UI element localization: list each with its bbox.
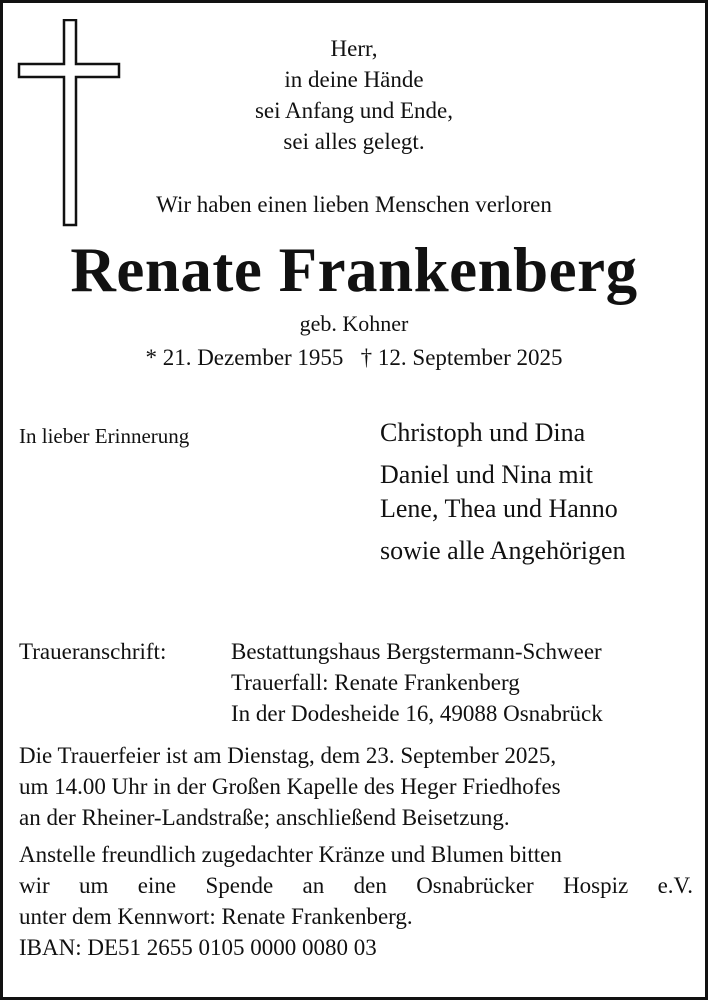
address-line: Bestattungshaus Bergstermann-Schweer	[231, 639, 602, 664]
mourner-group	[380, 416, 626, 450]
memory-label: In lieber Erinnerung	[19, 424, 190, 448]
ceremony-info	[19, 740, 693, 833]
mourner-line: Lene, Thea und Hanno	[380, 494, 618, 523]
word: Hospiz	[563, 873, 629, 898]
mourner-line: sowie alle Angehörigen	[380, 536, 626, 565]
mourner-line: Daniel und Nina mit	[380, 460, 594, 489]
verse-line: sei Anfang und Ende,	[254, 98, 453, 123]
verse	[3, 33, 705, 157]
word: eine	[137, 873, 177, 898]
iban: IBAN: DE51 2655 0105 0000 0080 03	[19, 935, 377, 960]
ceremony-line: um 14.00 Uhr in der Großen Kapelle des Heger Friedhofes	[19, 774, 561, 799]
donation-line-justified	[19, 870, 693, 901]
ceremony-line: an der Rheiner-Landstraße; anschließend Beisetzung.	[19, 805, 510, 830]
address-line: Trauerfall: Renate Frankenberg	[231, 670, 520, 695]
mourner-group	[380, 534, 626, 568]
word: an	[302, 873, 325, 898]
word: wir	[19, 873, 50, 898]
address-line: In der Dodesheide 16, 49088 Osnabrück	[231, 701, 603, 726]
mourner-group	[380, 458, 626, 526]
word: um	[79, 873, 109, 898]
donation-line: unter dem Kennwort: Renate Frankenberg.	[19, 904, 413, 929]
intro-text: Wir haben einen lieben Menschen verloren	[156, 192, 552, 217]
verse-line: in deine Hände	[284, 67, 424, 92]
word: e.V.	[657, 873, 693, 898]
donation-line: Anstelle freundlich zugedachter Kränze und Blumen bitten	[19, 842, 562, 867]
word: Osnabrücker	[416, 873, 534, 898]
maiden-name: geb. Kohner	[299, 311, 409, 336]
deceased-name: Renate Frankenberg	[70, 235, 638, 305]
mourner-line: Christoph und Dina	[380, 418, 586, 447]
word: Spende	[205, 873, 274, 898]
address-label: Traueranschrift:	[19, 639, 167, 664]
mourning-address	[19, 636, 695, 729]
donation-info	[19, 839, 693, 963]
ceremony-line: Die Trauerfeier ist am Dienstag, dem 23. September 2025,	[19, 743, 557, 768]
verse-line: Herr,	[330, 36, 378, 61]
mourners-list	[380, 416, 626, 576]
verse-line: sei alles gelegt.	[283, 129, 425, 154]
life-dates: * 21. Dezember 1955 † 12. September 2025	[145, 345, 563, 370]
word: den	[353, 873, 387, 898]
